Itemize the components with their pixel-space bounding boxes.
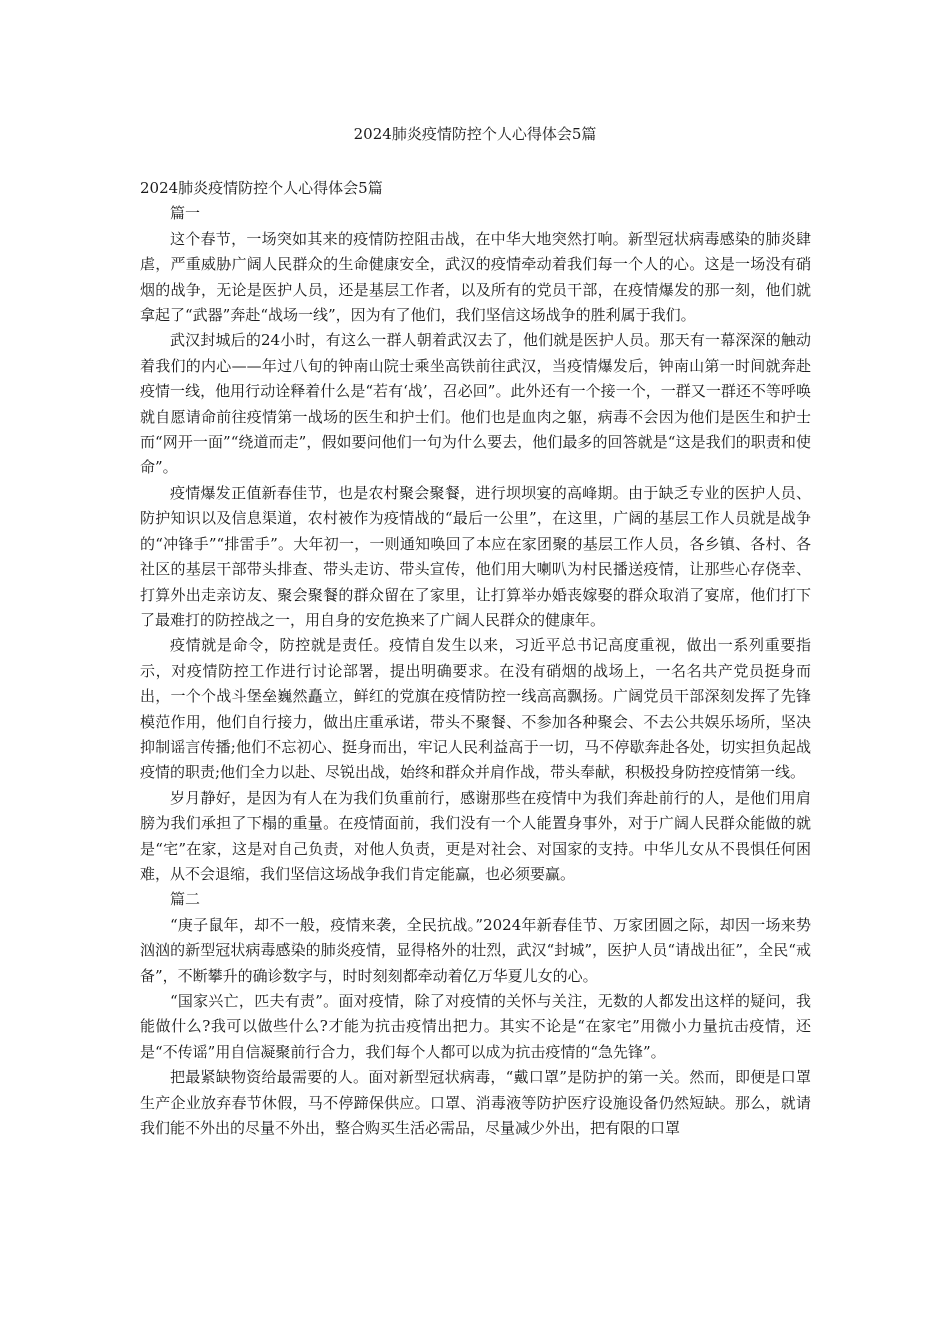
paragraph: “庚子鼠年，却不一般，疫情来袭，全民抗战。”2024年新春佳节、万家团圆之际，却因一场来势汹汹的新型冠状病毒感染的肺炎疫情，显得格外的壮烈，武汉“封城”，医护人员“请战出征”，全民“戒备”，不断攀升的确诊数字与，时时刻刻都牵动着亿万华夏儿女的心。	[140, 915, 811, 985]
section-heading-2: 篇二	[170, 890, 201, 909]
paragraph: 疫情就是命令，防控就是责任。疫情自发生以来，习近平总书记高度重视，做出一系列重要指示，对疫情防控工作进行讨论部署，提出明确要求。在没有硝烟的战场上，一名名共产党员挺身而出，一个个战斗堡垒巍然矗立，鲜红的党旗在疫情防控一线高高飘扬。广阔党员干部深刻发挥了先锋模范作用，他们自行接力，做出庄重承诺，带头不聚餐、不参加各种聚会、不去公共娱乐场所，坚决抑制谣言传播;他们不忘初心、挺身而出，牢记人民利益高于一切，马不停歇奔赴各处，切实担负起战疫情的职责;他们全力以赴、尽锐出战，始终和群众并肩作战，带头奉献，积极投身防控疫情第一线。	[140, 636, 811, 782]
paragraph: 岁月静好，是因为有人在为我们负重前行，感谢那些在疫情中为我们奔赴前行的人，是他们用肩膀为我们承担了下榻的重量。在疫情面前，我们没有一个人能置身事外，对于广阔人民群众能做的就是“宅”在家，这是对自己负责，对他人负责，更是对社会、对国家的支持。中华儿女从不畏惧任何困难，从不会退缩，我们坚信这场战争我们肯定能赢，也必须要赢。	[140, 788, 811, 883]
paragraph: 这个春节，一场突如其来的疫情防控阻击战，在中华大地突然打响。新型冠状病毒感染的肺炎肆虐，严重威胁广阔人民群众的生命健康安全，武汉的疫情牵动着我们每一个人的心。这是一场没有硝烟的战争，无论是医护人员，还是基层工作者，以及所有的党员干部，在疫情爆发的那一刻，他们就拿起了“武器”奔赴“战场一线”，因为有了他们，我们坚信这场战争的胜利属于我们。	[140, 229, 811, 325]
paragraph: 武汉封城后的24小时，有这么一群人朝着武汉去了，他们就是医护人员。那天有一幕深深的触动着我们的内心——年过八旬的钟南山院士乘坐高铁前往武汉，当疫情爆发后，钟南山第一时间就奔赴疫情一线，他用行动诠释着什么是“若有‘战’，召必回”。此外还有一个接一个，一群又一群还不等呼唤就自愿请命前往疫情第一战场的医生和护士们。他们也是血肉之躯，病毒不会因为他们是医生和护士而“网开一面”“绕道而走”，假如要问他们一句为什么要去，他们最多的回答就是“这是我们的职责和使命”。	[140, 331, 811, 477]
paragraph: 疫情爆发正值新春佳节，也是农村聚会聚餐，进行坝坝宴的高峰期。由于缺乏专业的医护人员、防护知识以及信息渠道，农村被作为疫情战的“最后一公里”，在这里，广阔的基层工作人员就是战争的“冲锋手”“排雷手”。大年初一，一则通知唤回了本应在家团聚的基层工作人员，各乡镇、各村、各社区的基层干部带头排查、带头走访、带头宣传，他们用大喇叭为村民播送疫情，让那些心存侥幸、打算外出走亲访友、聚会聚餐的群众留在了家里，让打算举办婚丧嫁娶的群众取消了宴席，他们打下了最难打的防控战之一，用自身的安危换来了广阔人民群众的健康年。	[140, 483, 811, 629]
document-title: 2024肺炎疫情防控个人心得体会5篇	[353, 125, 597, 143]
paragraph: “国家兴亡，匹夫有责”。面对疫情，除了对疫情的关怀与关注，无数的人都发出这样的疑问，我能做什么?我可以做些什么?才能为抗击疫情出把力。其实不论是“在家宅”用微小力量抗击疫情，还是“不传谣”用自信凝聚前行合力，我们每个人都可以成为抗击疫情的“急先锋”。	[140, 992, 811, 1061]
document-subtitle: 2024肺炎疫情防控个人心得体会5篇	[140, 179, 383, 197]
section-heading-1: 篇一	[170, 204, 201, 223]
paragraph: 把最紧缺物资给最需要的人。面对新型冠状病毒，“戴口罩”是防护的第一关。然而，即便是口罩生产企业放弃春节休假，马不停蹄保供应。口罩、消毒液等防护医疗设施设备仍然短缺。那么，就请我们能不外出的尽量不外出，整合购买生活必需品，尽量减少外出，把有限的口罩	[140, 1068, 811, 1138]
document-body	[140, 176, 811, 1141]
